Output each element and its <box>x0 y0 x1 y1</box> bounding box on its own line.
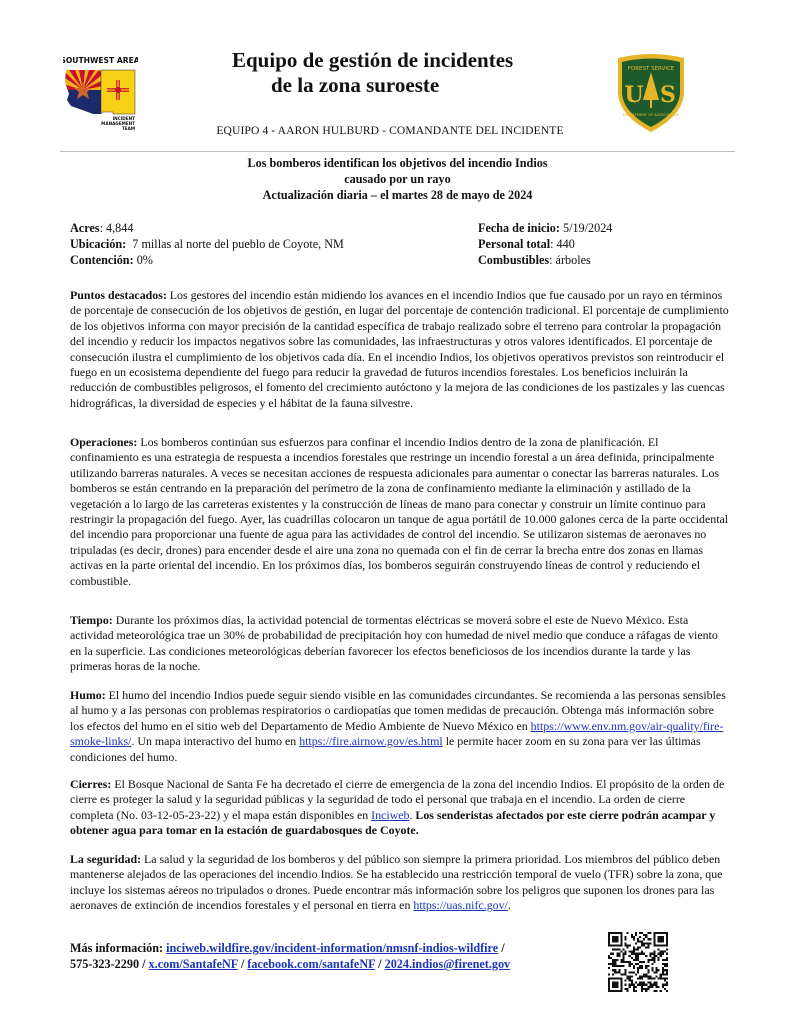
fact-location-label: Ubicación: <box>70 237 127 251</box>
southwest-area-imt-logo <box>63 54 138 132</box>
title-line-1: Equipo de gestión de incidentes <box>232 48 514 72</box>
team-commander-line: EQUIPO 4 - AARON HULBURD - COMANDANTE DEL INCIDENTE <box>216 124 564 137</box>
airnow-link[interactable]: https://fire.airnow.gov/es.html <box>299 734 443 749</box>
fact-personnel-label: Personal total <box>478 237 551 251</box>
section-operations-label: Operaciones: <box>70 435 138 449</box>
fact-acres-value: : 4,844 <box>99 221 134 235</box>
fact-start-date <box>478 220 612 236</box>
headline-line-1: Los bomberos identifican los objetivos del incendio Indios <box>247 156 548 170</box>
section-safety <box>70 852 730 914</box>
section-closures-hikers-note: Los senderistas afectados por este cierre podrán acampar y obtener agua para tomar en la estación de guardabosques de Coyote. <box>70 807 716 838</box>
section-smoke <box>70 688 730 765</box>
fact-personnel-value: : 440 <box>550 237 575 251</box>
section-safety-label: La seguridad: <box>70 852 142 866</box>
title-line-2: de la zona suroeste <box>271 73 440 97</box>
forest-service-shield-logo <box>612 50 690 134</box>
section-safety-text: La salud y la seguridad de los bomberos y del público son siempre la primera prioridad. Los miembros del público deben mantenerse alejados de las operaciones del incendio Indios. Se ha establecido una restricción temporal de vuelo (TFR) sobre la zona, que incluye los sistemas aéreos no tripulados o drones. Puede encontrar más información sobre los peligros que suponen los drones para las aeronaves de extinción de incendios forestales y el personal en tierra en <box>70 852 723 913</box>
headline-date: Actualización diaria – el martes 28 de mayo de 2024 <box>262 188 533 202</box>
footer-line-1 <box>70 940 590 956</box>
fact-acres-label: Acres <box>70 221 100 235</box>
section-weather <box>70 613 730 675</box>
fact-acres <box>70 220 344 236</box>
fact-containment-value: 0% <box>133 253 153 267</box>
fact-fuels-value: : árboles <box>549 253 591 267</box>
fact-fuels <box>478 252 612 268</box>
svg-text:MANAGEMENT: MANAGEMENT <box>101 121 135 126</box>
qr-code[interactable] <box>608 932 668 992</box>
footer-label: Más información: <box>70 941 167 955</box>
section-operations-text: Los bomberos continúan sus esfuerzos para confinar el incendio Indios dentro de la zona de planificación. El confinamiento es una estrategia de respuesta a incendios forestales que restringe un incendio forestal a un área definida, principalmente utilizando barreras naturales. A veces se necesitan acciones de respuesta adicionales para aumentar o conectar las barreras naturales. Los bomberos se están centrando en la preparación del perímetro de la zona de confinamiento mediante la eliminación y astillado de la vegetación a lo largo de las carreteras existentes y la construcción de líneas de mano para conectar y construir un límite continuo para restringir la propagación del fuego. Ayer, las cuadrillas colocaron un tanque de agua portátil de 10.000 galones cerca de la parte occidental del incendio para proporcionar una fuente de agua para las actividades de control del incendio. Se utilizaron sistemas de aeronaves no tripuladas (es decir, drones) para encender desde el aire una zona no quemada con el fin de cerrar la brecha entre dos zonas en llamas activas en la parte oriental del incendio. En los próximos días, los bomberos seguirán construyendo líneas de control y reduciendo el combustible. <box>70 435 729 588</box>
fire-facts-right <box>478 220 612 268</box>
fire-facts-left <box>70 220 344 268</box>
footer-separator: / <box>498 941 505 955</box>
nm-env-smoke-link[interactable]: https://www.env.nm.gov/air-quality/fire-smoke-links/ <box>70 718 724 749</box>
section-highlights-text: Los gestores del incendio están midiendo los avances en el incendio Indios que fue causado por un rayo en términos de porcentaje de consecución de los objetivos de gestión, en lugar del porcentaje de contención tradicional. El porcentaje de cumplimiento de los objetivos informa con mayor precisión de la cantidad específica de trabajo realizado sobre el terreno para controlar la propagación del incendio y reducir los impactos negativos sobre las comunidades, las infraestructuras y otros valores identificados. El porcentaje de consecución ilustra el cumplimiento de los objetivos cada día. En el incendio Indios, los objetivos operativos previstos son reintroducir el fuego en un ecosistema dependiente del fuego para reducir la gravedad de futuros incendios forestales. Los beneficios incluirán la reducción de combustibles peligrosos, el fomento del crecimiento autóctono y la mejora de las condiciones de los pastizales y las cuencas hidrográficas, la diversidad de especies y el hábitat de la fauna silvestre. <box>70 288 729 410</box>
fact-personnel <box>478 236 612 252</box>
fact-fuels-label: Combustibles <box>478 253 550 267</box>
svg-text:U: U <box>624 82 644 108</box>
page-title <box>180 48 600 98</box>
more-info-footer <box>70 940 590 972</box>
section-highlights <box>70 288 730 411</box>
svg-text:FOREST SERVICE: FOREST SERVICE <box>627 66 675 72</box>
section-closures <box>70 777 730 839</box>
headline <box>60 155 735 203</box>
inciweb-link[interactable]: Inciweb <box>371 807 410 822</box>
fact-start-label: Fecha de inicio: <box>478 221 560 235</box>
section-closures-label: Cierres: <box>70 777 112 791</box>
fact-location-value: 7 millas al norte del pueblo de Coyote, NM <box>126 237 344 251</box>
header-divider <box>60 151 735 152</box>
uas-nifc-link[interactable]: https://uas.nifc.gov/ <box>413 898 508 913</box>
headline-line-2: causado por un rayo <box>344 172 451 186</box>
footer-phone: 575-323-2290 / <box>70 957 149 971</box>
section-smoke-text-1: El humo del incendio Indios puede seguir siendo visible en las comunidades circundantes. Se recomienda a las personas sensibles al humo y a las personas con problemas respiratorios o cardiopatías que tomen medidas de precaución. Obtenga más información sobre los efectos del humo en el sitio web del Departamento de Medio Ambiente de Nuevo México en <box>70 688 726 733</box>
section-closures-text-1: El Bosque Nacional de Santa Fe ha decretado el cierre de emergencia de la zona del incendio Indios. El propósito de la orden de cierre es proteger la salud y la seguridad públicas y la seguridad de todo el personal que trabaja en el incendio. La orden de cierre completa (No. 03-12-05-23-22) y el mapa están disponibles en <box>70 777 725 822</box>
section-closures-text-2: . <box>409 807 416 822</box>
footer-x-link[interactable]: x.com/SantafeNF <box>148 957 238 971</box>
footer-facebook-link[interactable]: facebook.com/santafeNF <box>247 957 376 971</box>
section-smoke-text-3: le permite hacer zoom en su zona para ver las últimas condiciones del humo. <box>70 734 701 764</box>
svg-text:DEPARTMENT OF AGRICULTURE: DEPARTMENT OF AGRICULTURE <box>622 113 680 117</box>
section-highlights-label: Puntos destacados: <box>70 288 167 302</box>
section-weather-text: Durante los próximos días, la actividad potencial de tormentas eléctricas se moverá sobre el este de Nuevo México. Esta actividad meteorológica trae un 30% de probabilidad de precipitación hoy con humedad de nivel medio que conduce a ráfagas de viento en la superficie. Las condiciones meteorológicas deberían favorecer los efectos beneficiosos de los incendios durante la tarde y las primeras horas de la noche. <box>70 613 718 674</box>
fact-start-value: 5/19/2024 <box>559 221 613 235</box>
footer-separator: / <box>237 957 248 971</box>
footer-separator: / <box>375 957 385 971</box>
fact-location <box>70 236 344 252</box>
section-weather-label: Tiempo: <box>70 613 113 627</box>
section-safety-text-2: . <box>507 898 511 913</box>
svg-text:TEAM: TEAM <box>121 126 135 131</box>
svg-text:S: S <box>660 82 676 108</box>
fact-containment-label: Contención: <box>70 253 134 267</box>
section-smoke-label: Humo: <box>70 688 106 702</box>
svg-text:SOUTHWEST AREA: SOUTHWEST AREA <box>63 56 138 65</box>
section-operations <box>70 435 730 589</box>
fact-containment <box>70 252 344 268</box>
footer-inciweb-link[interactable]: inciweb.wildfire.gov/incident-information/nmsnf-indios-wildfire <box>166 941 499 955</box>
footer-email-link[interactable]: 2024.indios@firenet.gov <box>384 957 511 971</box>
footer-line-2 <box>70 956 590 972</box>
svg-text:INCIDENT: INCIDENT <box>112 116 135 121</box>
section-smoke-text-2: . Un mapa interactivo del humo en <box>131 734 300 749</box>
